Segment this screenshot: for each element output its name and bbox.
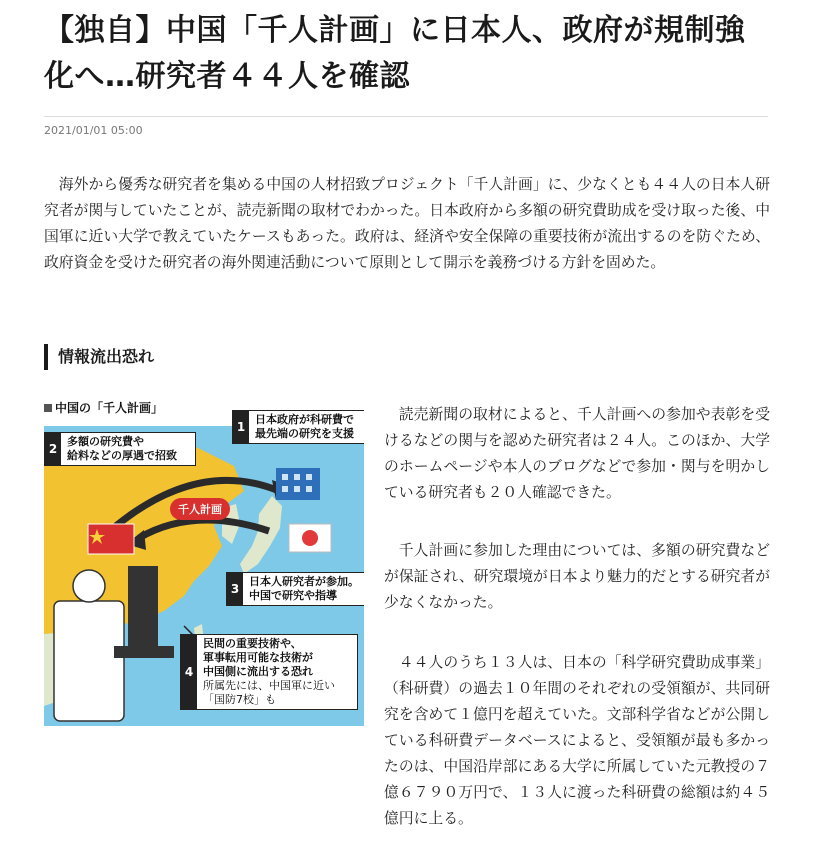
body-paragraph-2: 千人計画に参加した理由については、多額の研究費などが保証され、研究環境が日本より魅力的だとする研究者が少なくなかった。 [384, 542, 770, 611]
section-heading: 情報流出恐れ [44, 344, 154, 370]
callout-1-line-1: 日本政府が科研費で [255, 413, 354, 426]
callout-number-3: 3 [227, 573, 243, 605]
callout-4-sub-1: 所属先には、中国軍に近い [203, 679, 335, 692]
article-title: 【独自】中国「千人計画」に日本人、政府が規制強化へ…研究者４４人を確認 [44, 13, 746, 94]
japan-flag-icon [289, 524, 331, 552]
callout-2-line-1: 多額の研究費や [67, 435, 144, 448]
callout-box-2 [44, 432, 196, 466]
infographic [44, 396, 364, 726]
title-divider [44, 116, 768, 117]
callout-3-line-1: 日本人研究者が参加。 [249, 575, 359, 588]
body-paragraph-3: ４４人のうち１３人は、日本の「科学研究費助成事業」（科研費）の過去１０年間のそれぞれの受領額が、共同研究を含めて１億円を超えていた。文部科学省などが公開している科研費データベースによると、受領額が最も多かったのは、中国沿岸部にある大学に所属していた元教授の７億６７９０万円で、１３人に渡った科研費の総額は約４５億円に上る。 [384, 654, 770, 827]
callout-4-line-1: 民間の重要技術や、 [203, 637, 302, 650]
callout-3-line-2: 中国で研究や指導 [249, 589, 337, 602]
government-building-icon [276, 468, 320, 500]
publish-date: 2021/01/01 05:00 [44, 124, 143, 137]
callout-2-line-2: 給料などの厚遇で招致 [67, 449, 177, 462]
thousand-talents-label: 千人計画 [170, 498, 230, 520]
callout-number-4: 4 [181, 635, 197, 709]
infographic-title [44, 399, 163, 416]
callout-box-1 [232, 410, 364, 444]
callout-4-line-2: 軍事転用可能な技術が [203, 651, 313, 664]
callout-box-3 [226, 572, 364, 606]
lead-paragraph: 海外から優秀な研究者を集める中国の人材招致プロジェクト「千人計画」に、少なくとも４４人の日本人研究者が関与していたことが、読売新聞の取材でわかった。日本政府から多額の研究費助成を受け取った後、中国軍に近い大学で教えていたケースもあった。政府は、経済や安全保障の重要技術が流出するのを防ぐため、政府資金を受けた研究者の海外関連活動について原則として開示を義務づける方針を固めた。 [44, 176, 770, 271]
infographic-title-text: 中国の「千人計画」 [55, 401, 164, 415]
body-paragraph-1: 読売新聞の取材によると、千人計画への参加や表彰を受けるなどの関与を認めた研究者は２４人。このほか、大学のホームページや本人のブログなどで参加・関与を明かしている研究者も２０人確認できた。 [384, 406, 770, 501]
callout-4-line-3: 中国側に流出する恐れ [203, 665, 313, 678]
callout-4-sub-2: 「国防7校」も [203, 693, 276, 706]
callout-box-4 [180, 634, 358, 710]
cube-icon [44, 404, 52, 412]
callout-number-2: 2 [45, 433, 61, 465]
callout-1-line-2: 最先端の研究を支援 [255, 427, 354, 440]
china-flag-icon [88, 524, 134, 554]
callout-number-1: 1 [233, 411, 249, 443]
